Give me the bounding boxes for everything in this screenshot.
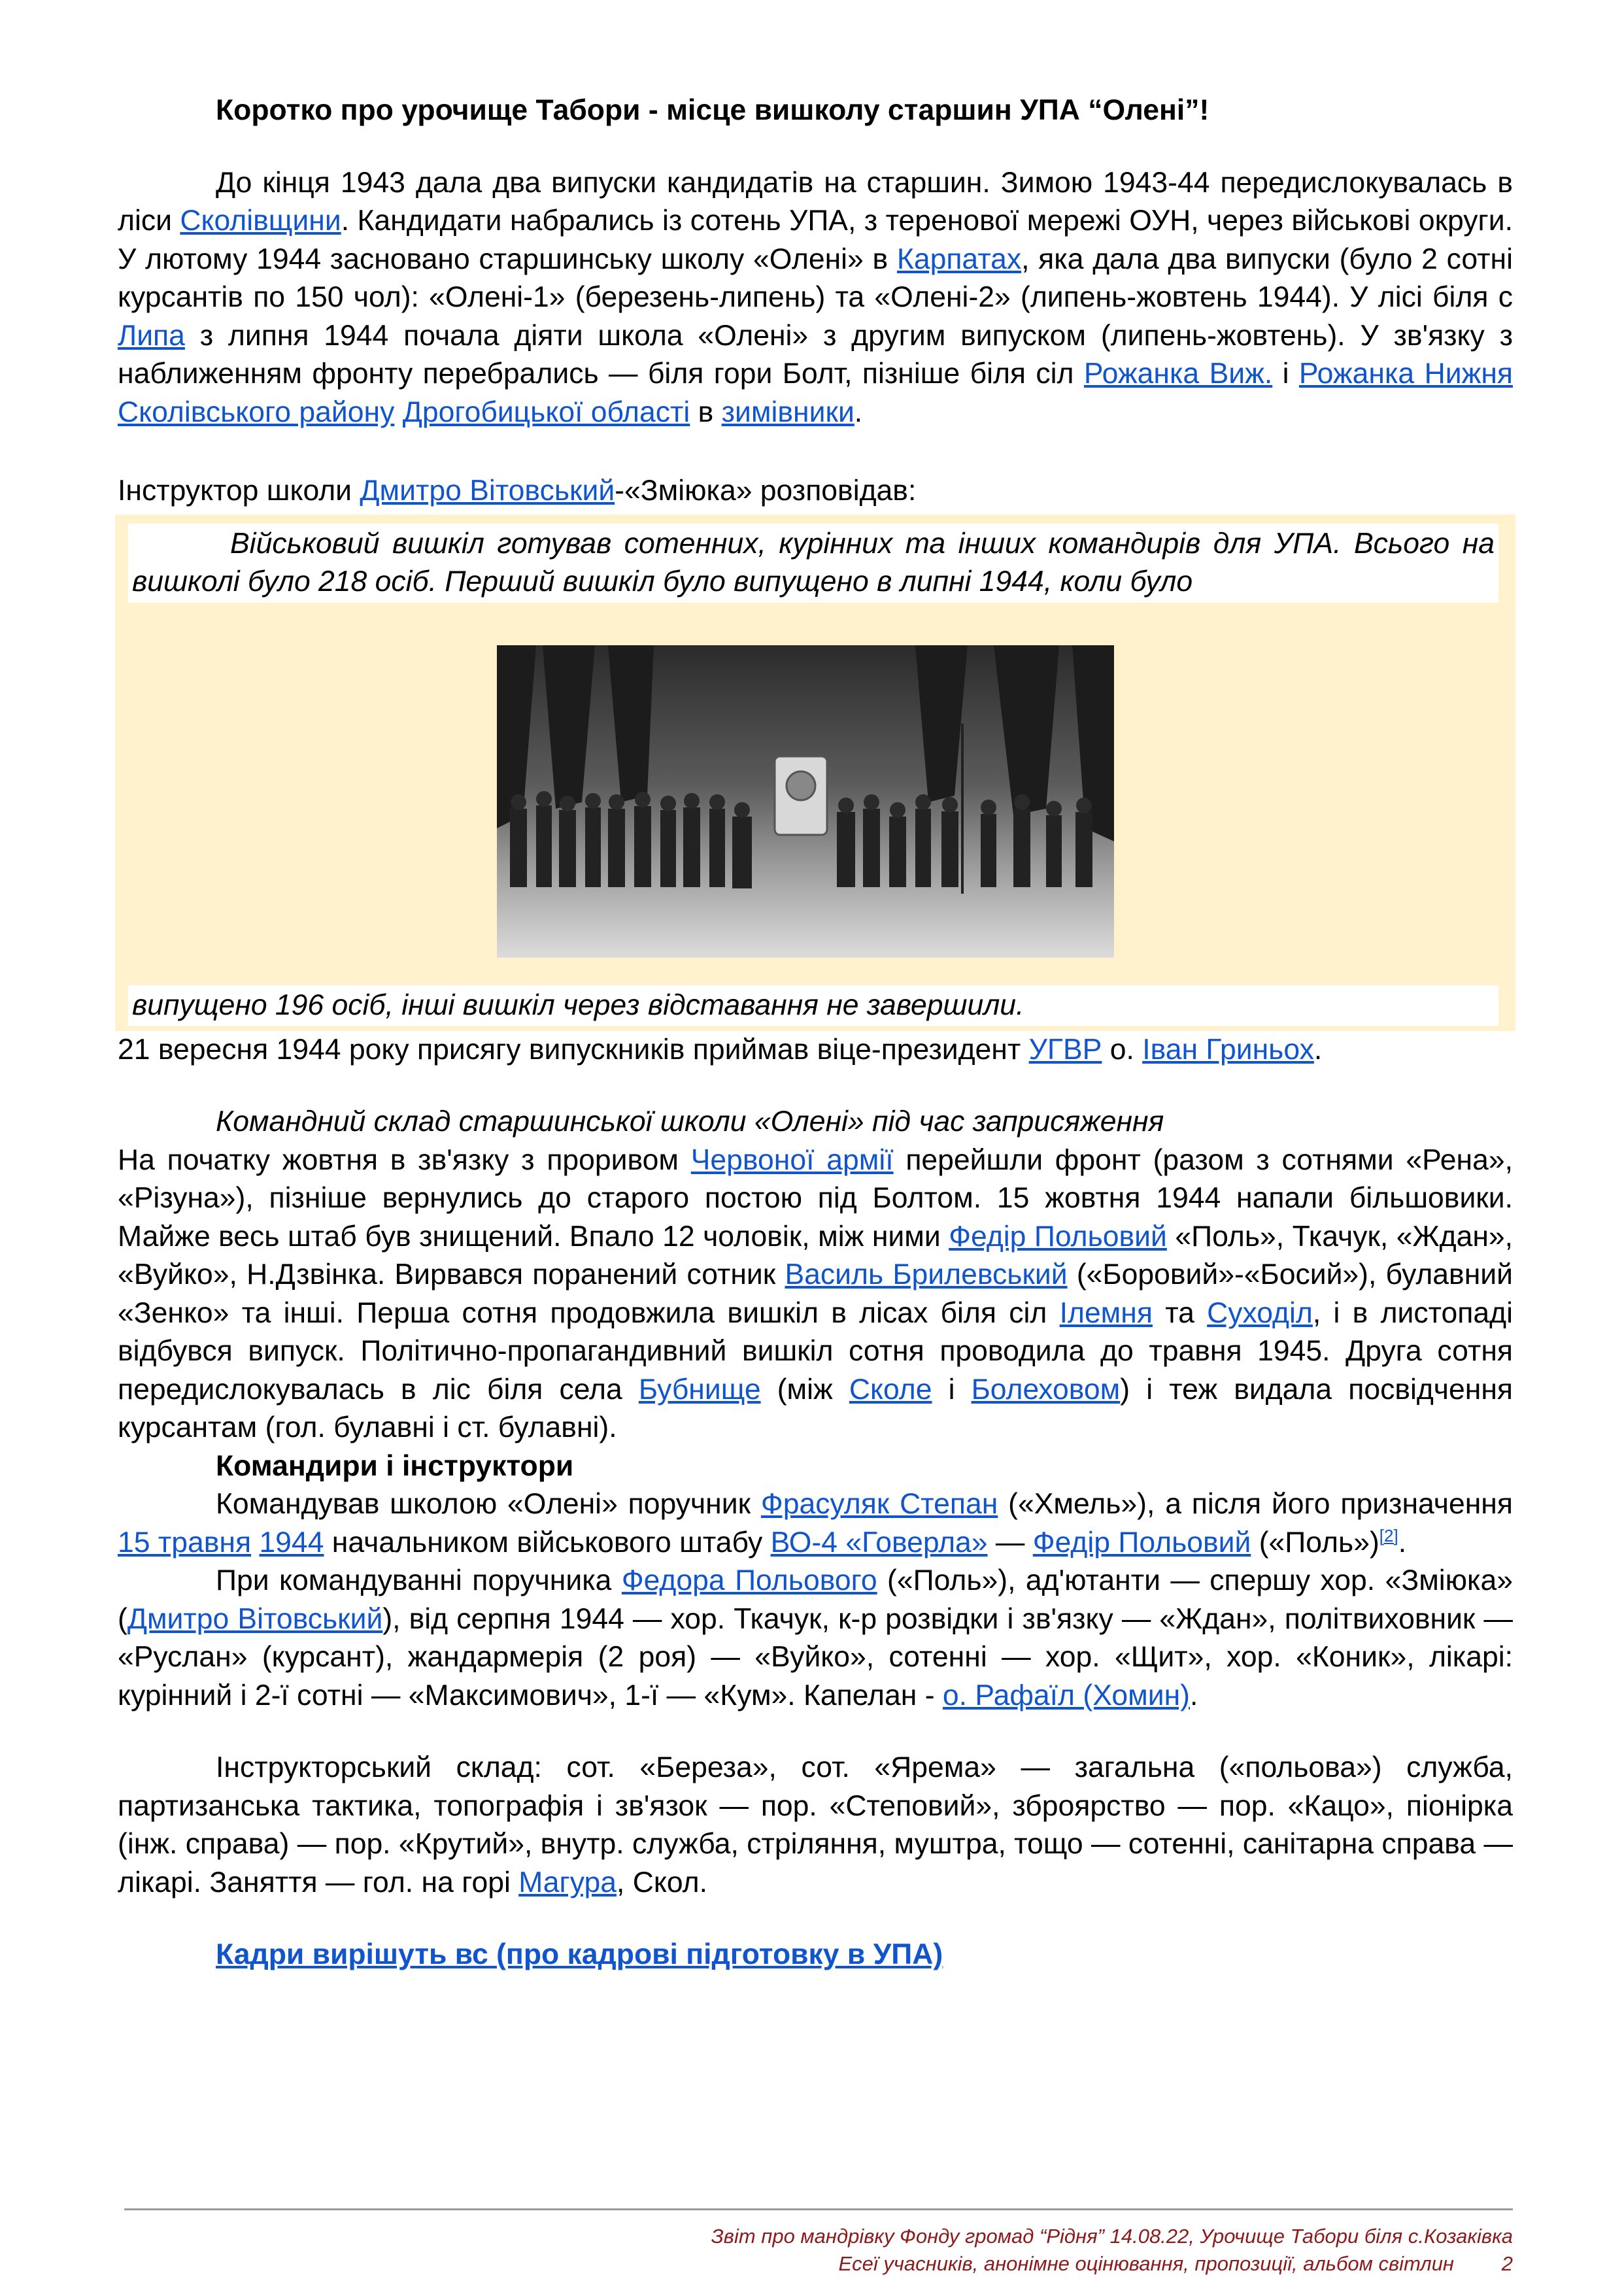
page-footer <box>118 2223 1513 2278</box>
quote-text-top: Військовий вишкіл готував сотенних, курінних та інших командирів для УПА. Всього на вишколі було 218 осіб. Перший вишкіл було випущено в липні 1944, коли було <box>128 524 1498 603</box>
photo-caption: Командний склад старшинської школи «Олені» під час заприсяження <box>216 1105 1164 1138</box>
link-bolekhiv[interactable]: Болеховом <box>971 1373 1121 1406</box>
link-ugvr[interactable]: УГВР <box>1028 1033 1102 1066</box>
link-rozhanka-vyzh[interactable]: Рожанка Виж. <box>1083 358 1273 390</box>
link-rafail-khomyn[interactable]: о. Рафаїл (Хомин) <box>942 1679 1190 1712</box>
paragraph-october: На початку жовтня в зв'язку з проривом Червоної армії перейшли фронт (разом з сотнями «Рена», «Різуна»), пізніше вернулись до старого постою під Болтом. 15 жовтня 1944 напали більшовики. Майже весь штаб був знищений. Впало 12 чоловік, між ними Федір Польовий «Поль», Ткачук, «Ждан», «Вуйко», Н.Дзвінка. Вирвався поранений сотник Василь Брилевський («Боровий»-«Босий»), булавний «Зенко» та інші. Перша сотня продовжила вишкіл в лісах біля сіл Ілемня та Суходіл, і в листопаді відбувся випуск. Політично-пропагандивний вишкіл сотня проводила до травня 1945. Друга сотня передислокувалась в ліс біля села Бубнище (між Сколе і Болеховом) і теж видала посвідчення курсантам (гол. булавні і ст. булавні). <box>118 1143 1514 1443</box>
footer-divider <box>124 2208 1513 2210</box>
paragraph-instructor: Інструктор школи Дмитро Вітовський-«Зміюка» розповідав: <box>118 475 917 507</box>
link-fedir-polovyi-2[interactable]: Федір Польовий <box>1032 1526 1251 1559</box>
footer-line-1: Звіт про мандрівку Фонду громад “Рідня” 14.08.22, Урочище Табори біля с.Козаківка <box>711 2225 1513 2248</box>
document-body <box>118 92 1513 1974</box>
paragraph-final-link <box>118 1936 1513 1974</box>
quote-block <box>115 514 1515 1031</box>
link-skolivshchyna[interactable]: Сколівщини <box>180 205 341 237</box>
link-frasuliak-stepan[interactable]: Фрасуляк Степан <box>760 1488 998 1520</box>
link-ilemnia[interactable]: Ілемня <box>1059 1296 1153 1329</box>
link-chervona-armiia[interactable]: Червоної армії <box>690 1143 894 1176</box>
page-number: 2 <box>1501 2252 1513 2275</box>
link-fedora-polovoho[interactable]: Федора Польового <box>621 1564 877 1596</box>
page-title: Коротко про урочище Табори - місце вишколу старшин УПА “Олені”! <box>216 94 1210 126</box>
historical-photo <box>497 645 1114 958</box>
link-zymivnyky[interactable]: зимівники <box>721 396 854 428</box>
footnote-ref-2[interactable]: [2] <box>1379 1525 1398 1545</box>
link-dmytro-vitovskyi[interactable]: Дмитро Вітовський <box>360 475 615 507</box>
link-ivan-hrynokh[interactable]: Іван Гриньох <box>1142 1033 1314 1066</box>
link-sukhodil[interactable]: Суходіл <box>1207 1296 1313 1329</box>
link-skole[interactable]: Сколе <box>849 1373 932 1406</box>
link-mahura[interactable]: Магура <box>518 1866 617 1898</box>
paragraph-oath: 21 вересня 1944 року присягу випускників приймав віце-президент УГВР о. Іван Гриньох. <box>118 1033 1323 1066</box>
section-heading-commanders: Командири і інструктори <box>216 1449 574 1482</box>
link-vasyl-brylevskyi[interactable]: Василь Брилевський <box>785 1258 1068 1290</box>
link-rozhanka-nyzhnia[interactable]: Рожанка Нижня <box>1298 358 1514 390</box>
quote-text-bottom: випущено 196 осіб, інші вишкіл через відставання не завершили. <box>128 985 1498 1026</box>
link-vo4-hoverla[interactable]: ВО-4 «Говерла» <box>770 1526 988 1559</box>
paragraph-instructors: Інструкторський склад: сот. «Береза», сот. «Ярема» — загальна («польова») служба, партизанська тактика, топографія і зв'язок — пор. «Степовий», зброярство — пор. «Кацо», піонірка (інж. справа) — пор. «Крутий», внутр. служба, стріляння, муштра, тощо — сотенні, санітарна справа — лікарі. Заняття — гол. на горі Магура, Скол. <box>118 1751 1513 1898</box>
link-bubnyshche[interactable]: Бубнище <box>638 1373 761 1406</box>
link-skole-raion[interactable]: Сколівського району <box>118 396 395 428</box>
paragraph-commanders: Командував школою «Олені» поручник Фрасуляк Степан («Хмель»), а після його призначення 15 травня 1944 начальником військового штабу ВО-4 «Говерла» — Федір Польовий («Поль»)[2]. <box>118 1488 1513 1559</box>
link-1944[interactable]: 1944 <box>259 1526 324 1559</box>
link-lypa[interactable]: Липа <box>118 319 185 352</box>
paragraph-adjutants: При командуванні поручника Федора Польового («Поль»), ад'ютанти — спершу хор. «Зміюка» (Дмитро Вітовський), від серпня 1944 — хор. Ткачук, к-р розвідки і зв'язку — «Ждан», політвиховник — «Руслан» (курсант), жандармерія (2 роя) — «Вуйко», сотенні — хор. «Щит», хор. «Коник», лікарі: курінний і 2-ї сотні — «Максимович», 1-ї — «Кум». Капелан - о. Рафаїл (Хомин). <box>118 1564 1513 1712</box>
photo-illustration <box>497 645 1114 958</box>
link-15-travnia[interactable]: 15 травня <box>118 1526 252 1559</box>
link-karpaty[interactable]: Карпатах <box>896 243 1022 275</box>
link-kadry[interactable]: Кадри вирішуть вс (про кадрові підготовку в УПА) <box>216 1938 943 1970</box>
paragraph-history: До кінця 1943 дала два випуски кандидатів на старшин. Зимою 1943-44 передислокувалась в ліси Сколівщини. Кандидати набрались із сотень УПА, з теренової мережі ОУН, через військові округи. У лютому 1944 засновано старшинську школу «Олені» в Карпатах, яка дала два випуски (було 2 сотні курсантів по 150 чол): «Олені-1» (березень-липень) та «Олені-2» (липень-жовтень 1944). У лісі біля с Липа з липня 1944 почала діяти школа «Олені» з другим випуском (липень-жовтень). У зв'язку з наближенням фронту перебрались — біля гори Болт, пізніше біля сіл Рожанка Виж. і Рожанка Нижня Сколівського району Дрогобицької області в зимівники. <box>118 166 1514 428</box>
link-dmytro-vitovskyi-2[interactable]: Дмитро Вітовський <box>127 1602 383 1635</box>
footer-line-2: Есеї учасників, анонімне оцінювання, пропозиції, альбом світлин 2 <box>118 2250 1513 2278</box>
link-fedir-polovyi[interactable]: Федір Польовий <box>949 1220 1167 1253</box>
link-drohobych-oblast[interactable]: Дрогобицької області <box>402 396 690 428</box>
